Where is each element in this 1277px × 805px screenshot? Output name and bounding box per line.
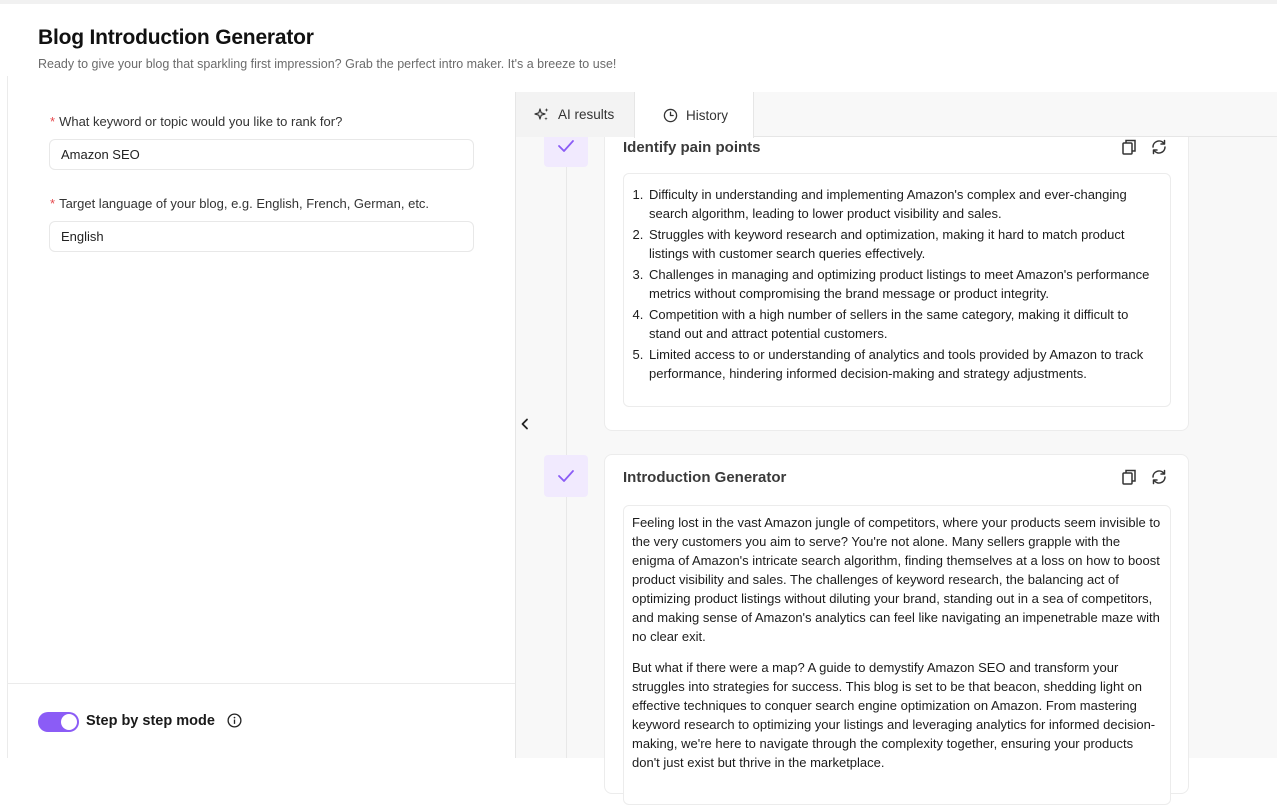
regenerate-icon[interactable] (1150, 468, 1168, 486)
result-tabs (516, 92, 1277, 137)
card-actions (1120, 468, 1168, 486)
sparkle-icon (534, 107, 550, 123)
results-panel (516, 92, 1277, 770)
card-title: Identify pain points (623, 139, 761, 156)
list-item: 5. Limited access to or understanding of analytics and tools provided by Amazon to track performance, hindering informed decision-making and strategy adjustments. (647, 345, 1156, 383)
introduction-content (623, 505, 1171, 805)
language-input[interactable]: English (49, 221, 474, 252)
list-item: 1. Difficulty in understanding and implementing Amazon's complex and ever-changing search algorithm, leading to lower product visibility and sales. (647, 185, 1156, 223)
tab-history-label: History (686, 107, 729, 123)
keyword-input[interactable]: Amazon SEO (49, 139, 474, 170)
mode-bar (8, 683, 515, 758)
card-title: Introduction Generator (623, 469, 787, 486)
keyword-label (50, 114, 342, 129)
check-icon (557, 469, 575, 483)
page-subtitle: Ready to give your blog that sparkling first impression? Grab the perfect intro maker. It's a breeze to use! (38, 57, 617, 71)
clock-icon (663, 108, 678, 123)
chevron-left-icon (520, 418, 530, 430)
input-panel (8, 92, 515, 758)
tab-ai-results-label: AI results (558, 107, 615, 122)
intro-paragraph: Feeling lost in the vast Amazon jungle of competitors, where your products seem invisible to the very customers you aim to serve? You're not alone. Many sellers grapple with the enigma of Amazon's intricate search algorithm, finding themselves at a loss on how to boost product visibility and sales. The challenges of keyword research, the balancing act of optimizing product listings without diluting your brand, standing out in a sea of competitors, and making sense of Amazon's analytics can feel like navigating an impenetrable maze with no clear exit. (632, 515, 1161, 644)
list-item: 4. Competition with a high number of sellers in the same category, making it difficult to stand out and attract potential customers. (647, 305, 1156, 343)
pain-points-list (624, 174, 1170, 395)
list-item: 2. Struggles with keyword research and optimization, making it hard to match product listings with customer search queries effectively. (647, 225, 1156, 263)
introduction-card (604, 454, 1189, 794)
step-mode-label: Step by step mode (86, 713, 215, 729)
pain-points-card (604, 114, 1189, 431)
required-mark: * (50, 114, 56, 129)
step-timeline (566, 137, 567, 758)
language-label-text: Target language of your blog, e.g. English, French, German, etc. (59, 196, 430, 211)
step-complete-indicator (544, 455, 588, 497)
collapse-panel-button[interactable] (516, 409, 534, 439)
info-icon[interactable] (227, 713, 242, 728)
top-border (0, 0, 1277, 4)
keyword-label-text: What keyword or topic would you like to rank for? (59, 114, 343, 129)
list-item: 3. Challenges in managing and optimizing product listings to meet Amazon's performance metrics without compromising the brand message or product integrity. (647, 265, 1156, 303)
required-mark: * (50, 196, 56, 211)
step-mode-toggle[interactable] (38, 712, 79, 732)
page-header (38, 26, 616, 71)
regenerate-icon[interactable] (1150, 138, 1168, 156)
pain-points-content (623, 173, 1171, 407)
card-actions (1120, 138, 1168, 156)
intro-paragraph: But what if there were a map? A guide to demystify Amazon SEO and transform your struggles into strategies for success. This blog is set to be that beacon, shedding light on effective techniques to conquer search engine optimization on Amazon. From mastering keyword research to optimizing your listings and leveraging analytics for informed decision-making, we're here to navigate through the complexity together, ensuring your products don't just exist but thrive in the marketplace. (632, 660, 1156, 770)
copy-icon[interactable] (1120, 138, 1138, 156)
tab-ai-results[interactable] (516, 92, 634, 137)
toggle-knob (61, 714, 77, 730)
language-label (50, 196, 429, 211)
tab-history[interactable] (634, 92, 754, 138)
page-title: Blog Introduction Generator (38, 26, 314, 49)
copy-icon[interactable] (1120, 468, 1138, 486)
check-icon (557, 139, 575, 153)
